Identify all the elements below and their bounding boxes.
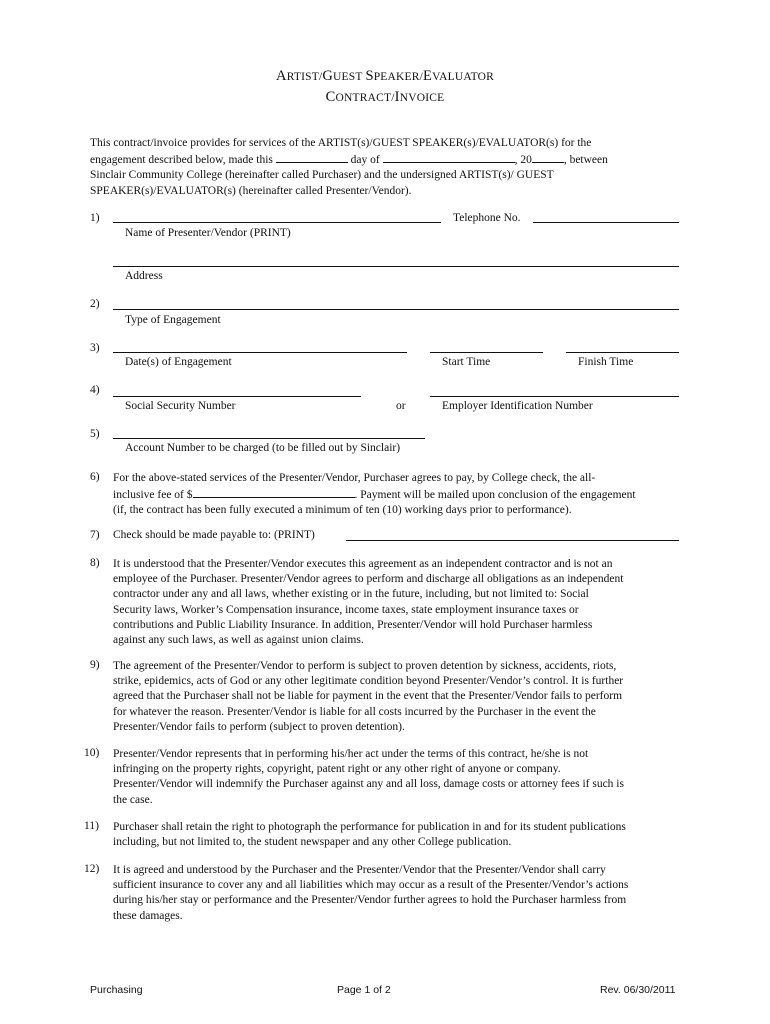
clause-line: Presenter/Vendor fails to perform (subject to proven detention). (113, 720, 405, 733)
clause-number: 9) (90, 659, 100, 671)
clause-text: . Payment will be mailed upon conclusion of the engagement (354, 489, 636, 502)
presenter-name-field[interactable] (113, 222, 441, 223)
clause-line: for whatever the reason. Presenter/Vendor is liable for all costs incurred by the Purchaser in the event the (113, 705, 596, 718)
title-text: C (325, 89, 336, 105)
clause-line: Presenter/Vendor represents that in performing his/her act under the terms of this contract, he/she is not (113, 748, 589, 760)
clause-line: strike, epidemics, acts of God or any other legitimate condition beyond Presenter/Vendor’s control. It is further (113, 675, 624, 688)
clause-line: sufficient insurance to cover any and all liabilities which may occur as a result of the Presenter/Vendor’s actions (113, 879, 629, 892)
clause-line: including, but not limited to, the student newspaper and any other College publication. (113, 836, 512, 849)
presenter-name-label: Name of Presenter/Vendor (PRINT) (125, 227, 291, 239)
account-number-label: Account Number to be charged (to be filled out by Sinclair) (125, 442, 401, 454)
title-text: G (322, 68, 334, 84)
intro-paragraph (90, 136, 608, 199)
title-text: E (423, 68, 433, 84)
clause-8-independent-contractor (113, 557, 623, 648)
clause-12-insurance (113, 863, 628, 924)
clause-line: It is agreed and understood by the Purchaser and the Presenter/Vendor that the Presenter/Vendor shall carry (113, 864, 606, 876)
clause-line: Security laws, Worker’s Compensation insurance, income taxes, state employment insurance taxes or (113, 603, 579, 616)
clause-number: 11) (84, 820, 99, 832)
item-number: 2) (90, 298, 100, 310)
footer-page-number: Page 1 of 2 (337, 984, 391, 996)
title-text: RTIST/ (286, 71, 323, 83)
clause-number: 12) (84, 863, 100, 875)
clause-number: 10) (84, 747, 100, 759)
finish-time-field[interactable] (566, 352, 679, 353)
intro-line: SPEAKER(s)/EVALUATOR(s) (hereinafter called Presenter/Vendor). (90, 184, 412, 197)
engagement-dates-label: Date(s) of Engagement (125, 356, 232, 368)
clause-line: during his/her stay or performance and the Presenter/Vendor further agrees to hold the Purchaser harmless from (113, 894, 627, 907)
clause-line: (if, the contract has been fully executed a minimum of ten (10) working days prior to performance). (113, 504, 572, 517)
engagement-type-field[interactable] (113, 309, 679, 310)
telephone-field[interactable] (533, 222, 679, 223)
title-text: NVOICE (399, 92, 445, 104)
ein-label: Employer Identification Number (442, 400, 593, 412)
title-text: S (365, 68, 374, 84)
intro-text: , between (563, 154, 608, 167)
footer-revision-date: Rev. 06/30/2011 (600, 984, 676, 996)
clause-line: against any such laws, as well as against union claims. (113, 634, 364, 647)
fee-amount-blank[interactable] (193, 486, 355, 498)
clause-line: Presenter/Vendor will indemnify the Purchaser against any and all loss, damage costs or attorney fees if such is (113, 778, 624, 791)
payable-to-field[interactable] (346, 540, 679, 541)
month-blank[interactable] (383, 151, 515, 163)
document-title-line-2 (0, 89, 770, 106)
ein-field[interactable] (430, 396, 679, 397)
clause-9-detention (113, 659, 623, 735)
clause-line: The agreement of the Presenter/Vendor to perform is subject to proven detention by sickness, accidents, riots, (113, 660, 617, 672)
clause-line: For the above-stated services of the Presenter/Vendor, Purchaser agrees to pay, by College check, the all- (113, 472, 596, 484)
ssn-field[interactable] (113, 396, 361, 397)
clause-text: inclusive fee of $ (113, 489, 193, 502)
clause-line: these damages. (113, 909, 183, 922)
clause-line (113, 486, 636, 503)
title-text: UEST (333, 71, 366, 83)
start-time-field[interactable] (430, 352, 543, 353)
clause-line: It is understood that the Presenter/Vendor executes this agreement as an independent contractor and is not an (113, 558, 613, 570)
telephone-label: Telephone No. (453, 212, 521, 224)
address-label: Address (125, 270, 163, 282)
item-number: 1) (90, 212, 100, 224)
clause-number: 8) (90, 557, 100, 569)
ssn-label: Social Security Number (125, 400, 236, 412)
clause-line: contractor under any and all laws, whether existing or in the future, including, but not limited to: Social (113, 588, 589, 601)
payable-to-label: Check should be made payable to: (PRINT) (113, 529, 315, 541)
start-time-label: Start Time (442, 356, 491, 368)
title-text: A (276, 68, 287, 84)
clause-line: Purchaser shall retain the right to photograph the performance for publication in and for its student publications (113, 821, 626, 833)
clause-line: agreed that the Purchaser shall not be liable for payment in the event that the Presenter/Vendor fails to perform (113, 690, 623, 703)
item-number: 4) (90, 384, 100, 396)
engagement-dates-field[interactable] (113, 352, 407, 353)
finish-time-label: Finish Time (578, 356, 634, 368)
account-number-field[interactable] (113, 438, 425, 439)
clause-line: infringing on the property rights, copyright, patent right or any other right of anyone or company. (113, 763, 561, 776)
or-label: or (396, 400, 406, 412)
intro-line (90, 151, 608, 168)
address-field[interactable] (113, 266, 679, 267)
item-number: 5) (90, 428, 100, 440)
clause-6-fee (113, 471, 636, 519)
intro-line: This contract/invoice provides for services of the ARTIST(s)/GUEST SPEAKER(s)/EVALUATOR(s) for the (90, 137, 592, 149)
footer-department: Purchasing (90, 984, 143, 996)
day-blank[interactable] (276, 151, 348, 163)
intro-text: , 20 (514, 154, 532, 167)
intro-line: Sinclair Community College (hereinafter called Purchaser) and the undersigned ARTIST(s)/ GUEST (90, 169, 554, 182)
clause-line: contributions and Public Liability Insurance. In addition, Presenter/Vendor will hold Purchaser harmless (113, 618, 593, 631)
clause-number: 6) (90, 471, 100, 483)
clause-line: employee of the Purchaser. Presenter/Vendor agrees to perform and discharge all obligations as an independent (113, 573, 624, 586)
title-text: ONTRACT/ (335, 92, 395, 104)
item-number: 3) (90, 342, 100, 354)
clause-10-infringement (113, 747, 624, 808)
title-text: VALUATOR (432, 71, 494, 83)
year-blank[interactable] (532, 151, 564, 163)
clause-11-photography (113, 820, 626, 850)
intro-text: day of (350, 154, 380, 167)
title-text: PEAKER/ (373, 71, 424, 83)
intro-text: engagement described below, made this (90, 154, 273, 167)
title-text: I (394, 89, 400, 105)
clause-number: 7) (90, 529, 100, 541)
engagement-type-label: Type of Engagement (125, 314, 221, 326)
clause-line: the case. (113, 793, 153, 806)
document-title-line-1 (0, 68, 770, 85)
